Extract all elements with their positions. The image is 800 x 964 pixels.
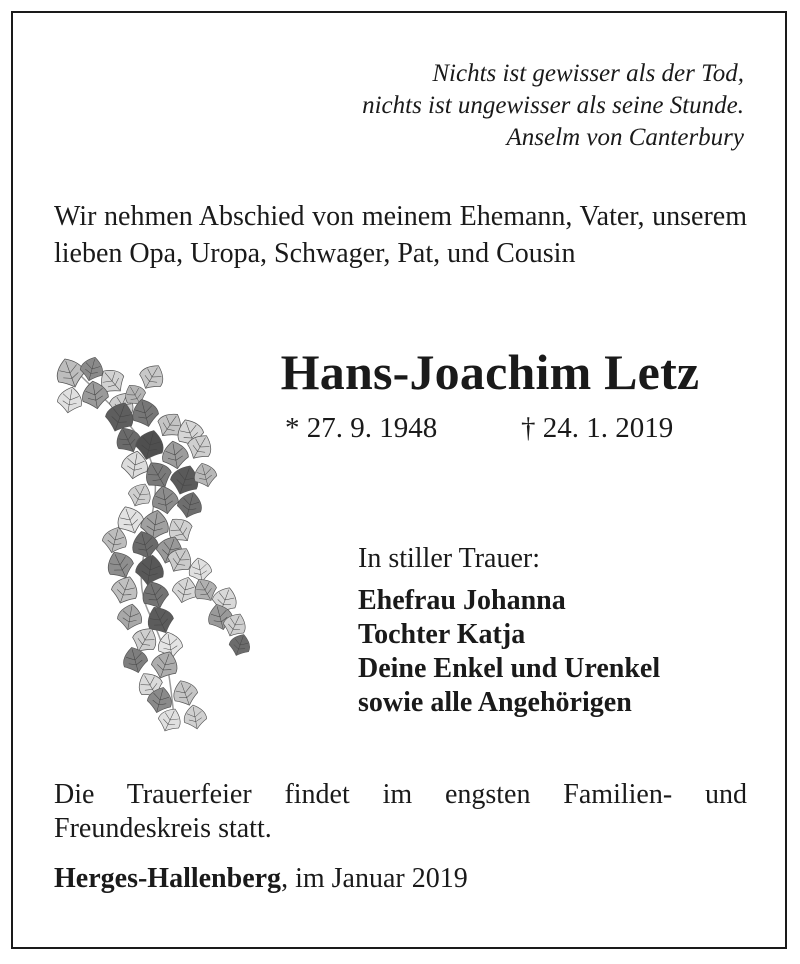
birth-date: * 27. 9. 1948 [285, 412, 438, 444]
ivy-leaves-icon [40, 355, 260, 740]
deceased-name: Hans-Joachim Letz [280, 344, 700, 400]
mourner-name: sowie alle Angehörigen [358, 687, 632, 718]
notice-date: , im Januar 2019 [281, 863, 468, 894]
death-date: † 24. 1. 2019 [521, 412, 674, 444]
mourners-list [358, 584, 660, 720]
quote-author: Anselm von Canterbury [506, 124, 744, 151]
intro-text: Wir nehmen Abschied von meinem Ehemann, Vater, unserem lieben Opa, Uropa, Schwager, Pat, und Cousin [54, 201, 747, 269]
quote-line-2: nichts ist ungewisser als seine Stunde. [362, 92, 744, 119]
mourners-heading: In stiller Trauer: [358, 543, 540, 574]
funeral-note: Die Trauerfeier findet im engsten Familien- und Freundeskreis statt. [54, 779, 747, 844]
place-date-line [54, 860, 468, 898]
mourner-name: Tochter Katja [358, 619, 526, 650]
mourner-name: Deine Enkel und Urenkel [358, 653, 661, 684]
place-name: Herges-Hallenberg [54, 863, 282, 894]
mourner-name: Ehefrau Johanna [358, 585, 566, 616]
quote-line-1: Nichts ist gewisser als der Tod, [432, 60, 744, 87]
